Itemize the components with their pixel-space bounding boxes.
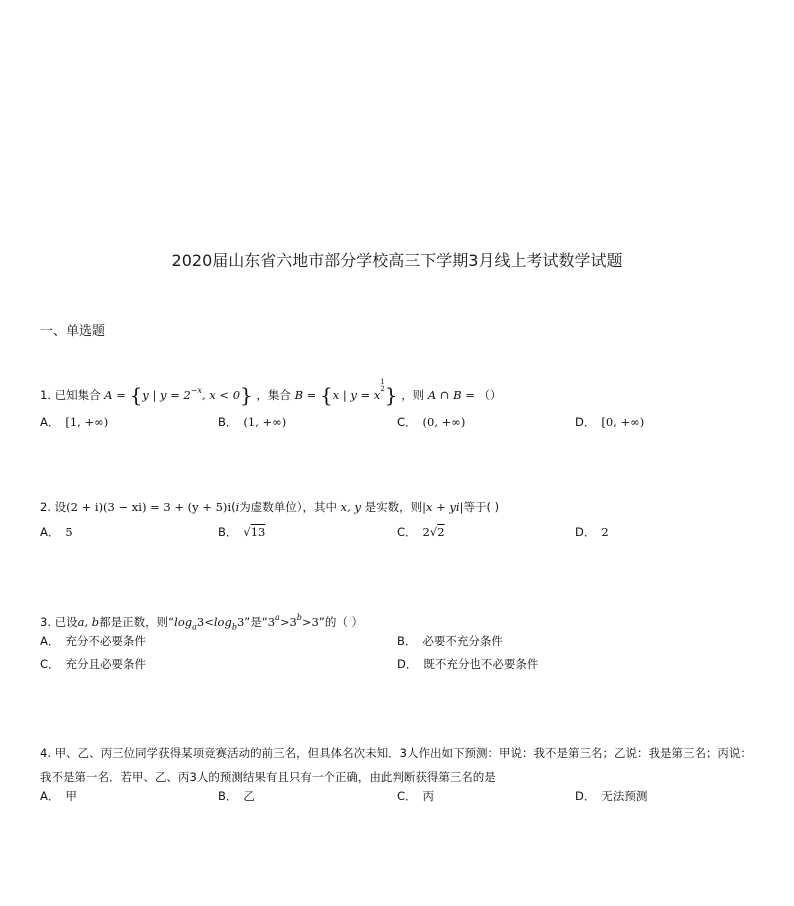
option-text: 充分不必要条件 [65, 634, 146, 648]
q3-log1-sub: a [192, 622, 197, 632]
option-text: 2 [601, 525, 609, 539]
q1-option-a[interactable] [40, 414, 108, 430]
option-label: C． [397, 789, 417, 803]
q1-text-1: 已知集合 [54, 388, 101, 402]
coefficient: 2 [422, 525, 430, 539]
q2-option-a[interactable] [40, 524, 73, 540]
option-text: 甲 [65, 789, 77, 803]
q1-setA-exp: −x [190, 386, 202, 395]
q1-text-3: ，则 [401, 388, 425, 402]
option-text: 5 [65, 525, 73, 539]
q3-log2-arg: 3 [236, 615, 245, 629]
option-label: B． [218, 525, 238, 539]
option-text: 充分且必要条件 [65, 657, 147, 671]
q2-text-2: ( [231, 500, 236, 514]
question-2 [40, 499, 499, 515]
option-label: C． [40, 657, 60, 671]
option-text: 必要不充分条件 [422, 634, 503, 648]
option-label: C． [397, 415, 417, 429]
option-label: B． [218, 789, 238, 803]
q3-text-4: ”的（ ） [318, 615, 363, 629]
option-label: A． [40, 415, 60, 429]
q3-text-1: 已设 [54, 615, 78, 629]
q3-pow3: 3 [311, 615, 319, 629]
q3-pow1: 3 [267, 615, 276, 629]
q3-text-2: 都是正数，则“ [99, 615, 175, 629]
q3-gt2: > [301, 615, 312, 629]
q2-abs: |x + yi| [422, 500, 464, 514]
q3-pow2-exp: b [296, 613, 302, 622]
q1-brace-close-a: } [240, 383, 253, 407]
radicand: 2 [437, 525, 445, 539]
q2-vars: x, y [340, 500, 361, 514]
option-text: (0, +∞) [422, 415, 466, 429]
option-text: 既不充分也不必要条件 [423, 657, 539, 671]
q2-expr: (2 + i)(3 − xi) = 3 + (y + 5)i [66, 500, 232, 514]
q2-text-5: 等于( ) [463, 500, 500, 514]
option-text: [0, +∞) [601, 415, 645, 429]
q2-option-c[interactable] [397, 524, 445, 540]
q1-exp-den: 2 [380, 385, 385, 393]
q2-text-1: 设 [54, 500, 67, 514]
q2-option-b[interactable] [218, 524, 265, 540]
option-label: D． [397, 657, 418, 671]
q3-log2: log [213, 615, 232, 629]
option-label: D． [575, 525, 596, 539]
q1-number: 1. [40, 388, 51, 402]
q2-i: i [235, 500, 240, 514]
q4-option-d[interactable] [575, 788, 647, 804]
question-4: 4. 甲、乙、丙三位同学获得某项竞赛活动的前三名，但具体名次未知．3人作出如下预测：甲说：我不是第三名；乙说：我是第三名；丙说：我不是第一名．若甲、乙、丙3人的预测结果有且只有一个正确，由此判断获得第三名的是 [40, 746, 752, 784]
q1-option-b[interactable] [218, 414, 286, 430]
q3-lt: < [204, 615, 214, 629]
q1-option-c[interactable] [397, 414, 465, 430]
q3-text-3: ”是“ [244, 615, 268, 629]
option-label: A． [40, 634, 60, 648]
q2-option-d[interactable] [575, 524, 609, 540]
option-text: [1, +∞) [65, 415, 109, 429]
option-text: (1, +∞) [243, 415, 287, 429]
q1-text-2: ，集合 [256, 388, 291, 402]
q1-setA-body: y | y = 2 [142, 388, 191, 402]
q4-option-b[interactable] [218, 788, 255, 804]
q1-exp-num: 1 [380, 378, 385, 386]
option-label: A． [40, 525, 60, 539]
q1-option-d[interactable] [575, 414, 644, 430]
q3-number: 3. [40, 615, 51, 629]
q1-eq-a: = [112, 388, 130, 402]
q3-log2-sub: b [231, 622, 237, 632]
q1-brace-close-b: } [384, 383, 398, 407]
option-text: 乙 [243, 789, 255, 803]
q1-expr: A ∩ B = [427, 388, 475, 402]
q2-number: 2. [40, 500, 51, 514]
q1-tail: （） [478, 388, 502, 402]
q1-brace-open-b: { [319, 383, 333, 407]
q3-pow1-exp: a [275, 613, 280, 622]
q3-gt1: > [279, 615, 290, 629]
option-label: B． [397, 634, 417, 648]
option-label: D． [575, 415, 596, 429]
radicand: 13 [250, 525, 266, 539]
option-text: 丙 [422, 789, 435, 803]
option-text: 无法预测 [601, 789, 648, 803]
q3-pow2: 3 [289, 615, 297, 629]
option-label: C． [397, 525, 417, 539]
question-1 [40, 378, 502, 407]
sqrt-expression: √13 [243, 525, 266, 539]
option-label: B． [218, 415, 238, 429]
q1-eq-b: = [303, 388, 320, 402]
q3-log1-arg: 3 [196, 615, 205, 629]
q1-setB-name: B [294, 388, 304, 402]
page-title: 2020届山东省六地市部分学校高三下学期3月线上考试数学试题 [171, 251, 623, 270]
q1-brace-open-a: { [129, 383, 143, 407]
option-label: A． [40, 789, 60, 803]
q3-option-d[interactable] [397, 656, 538, 672]
option-label: D． [575, 789, 596, 803]
sqrt-expression: 2√2 [422, 525, 445, 539]
q3-log1: log [174, 615, 193, 629]
q1-setA-cond: , x < 0 [201, 388, 241, 402]
q2-text-4: 是实数，则 [364, 500, 423, 514]
q1-setA-name: A [104, 388, 113, 402]
q1-setB-body: x | y = x [332, 388, 381, 402]
question-3 [40, 610, 363, 635]
q3-vars: a, b [77, 615, 100, 629]
q4-option-a[interactable] [40, 788, 77, 804]
q4-option-c[interactable] [397, 788, 434, 804]
q3-option-a[interactable] [40, 633, 146, 649]
q2-text-3: 为虚数单位），其中 [239, 500, 338, 514]
q3-option-c[interactable] [40, 656, 146, 672]
section-heading: 一、单选题 [40, 324, 106, 339]
q3-option-b[interactable] [397, 633, 503, 649]
